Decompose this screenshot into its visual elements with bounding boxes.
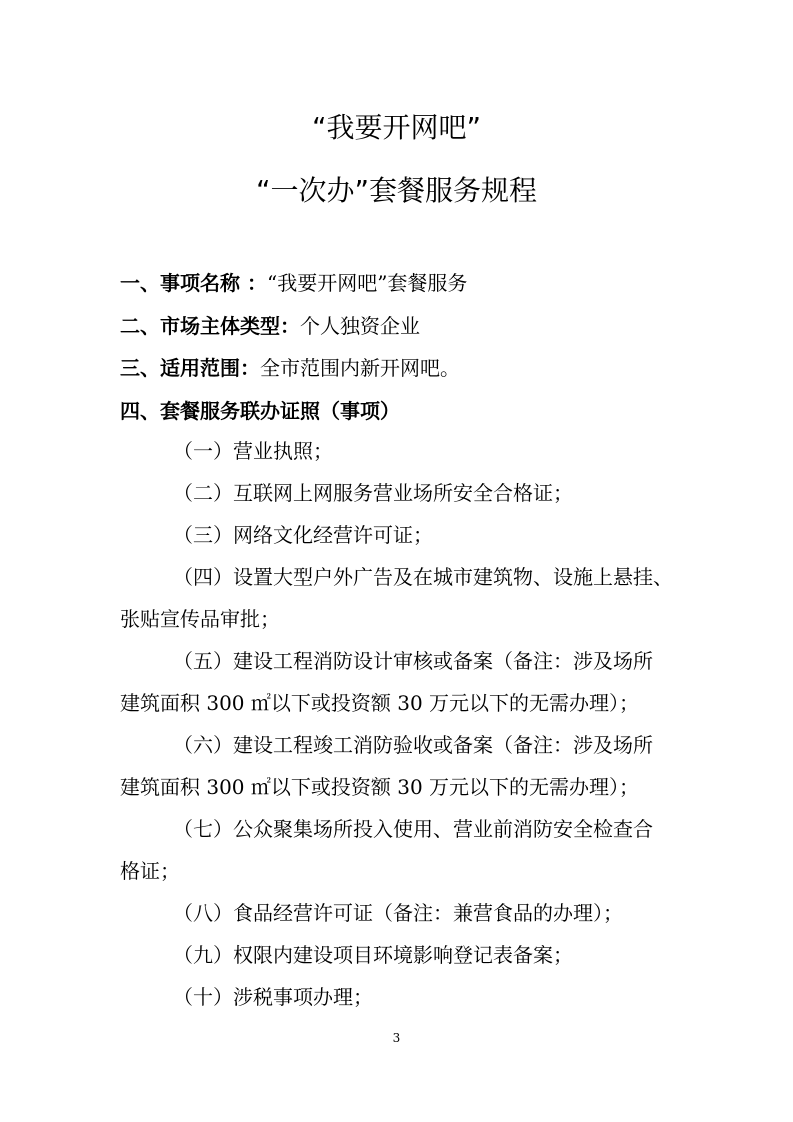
item-8: （八）食品经营许可证（备注：兼营食品的办理）； (173, 901, 623, 925)
section-3 (120, 353, 460, 383)
item-9: （九）权限内建设项目环境影响登记表备案； (173, 943, 573, 967)
item-7-line-1: （七）公众聚集场所投入使用、营业前消防安全检查合 (173, 817, 653, 841)
section-1 (120, 268, 467, 298)
title-line-1: “我要开网吧” (311, 111, 481, 144)
item-4-line-2: 张贴宣传品审批； (120, 607, 280, 631)
item-4-line-1: （四）设置大型户外广告及在城市建筑物、设施上悬挂、 (173, 565, 673, 589)
section-3-text: 全市范围内新开网吧。 (260, 356, 460, 380)
section-1-text: “我要开网吧”套餐服务 (266, 271, 468, 295)
item-6-line-1: （六）建设工程竣工消防验收或备案（备注：涉及场所 (173, 733, 653, 757)
title-line-2: “一次办”套餐服务规程 (255, 174, 537, 207)
item-10: （十）涉税事项办理； (173, 985, 373, 1009)
section-4-heading: 四、套餐服务联办证照（事项） (120, 399, 400, 423)
item-2: （二）互联网上网服务营业场所安全合格证； (173, 481, 573, 505)
item-6-line-2: 建筑面积 300 ㎡以下或投资额 30 万元以下的无需办理）； (120, 775, 640, 799)
item-5-line-1: （五）建设工程消防设计审核或备案（备注：涉及场所 (173, 649, 653, 673)
section-1-heading: 一、事项名称 ： (120, 271, 267, 295)
item-5-line-2: 建筑面积 300 ㎡以下或投资额 30 万元以下的无需办理）； (120, 691, 640, 715)
page-number: 3 (392, 1031, 401, 1045)
section-2-heading: 二、市场主体类型： (120, 314, 300, 338)
item-3: （三）网络文化经营许可证； (173, 523, 433, 547)
section-2 (120, 311, 420, 341)
item-1: （一）营业执照； (173, 439, 333, 463)
section-4 (120, 396, 400, 426)
section-2-text: 个人独资企业 (300, 314, 420, 338)
item-7-line-2: 格证； (120, 859, 180, 883)
section-3-heading: 三、适用范围： (120, 356, 260, 380)
